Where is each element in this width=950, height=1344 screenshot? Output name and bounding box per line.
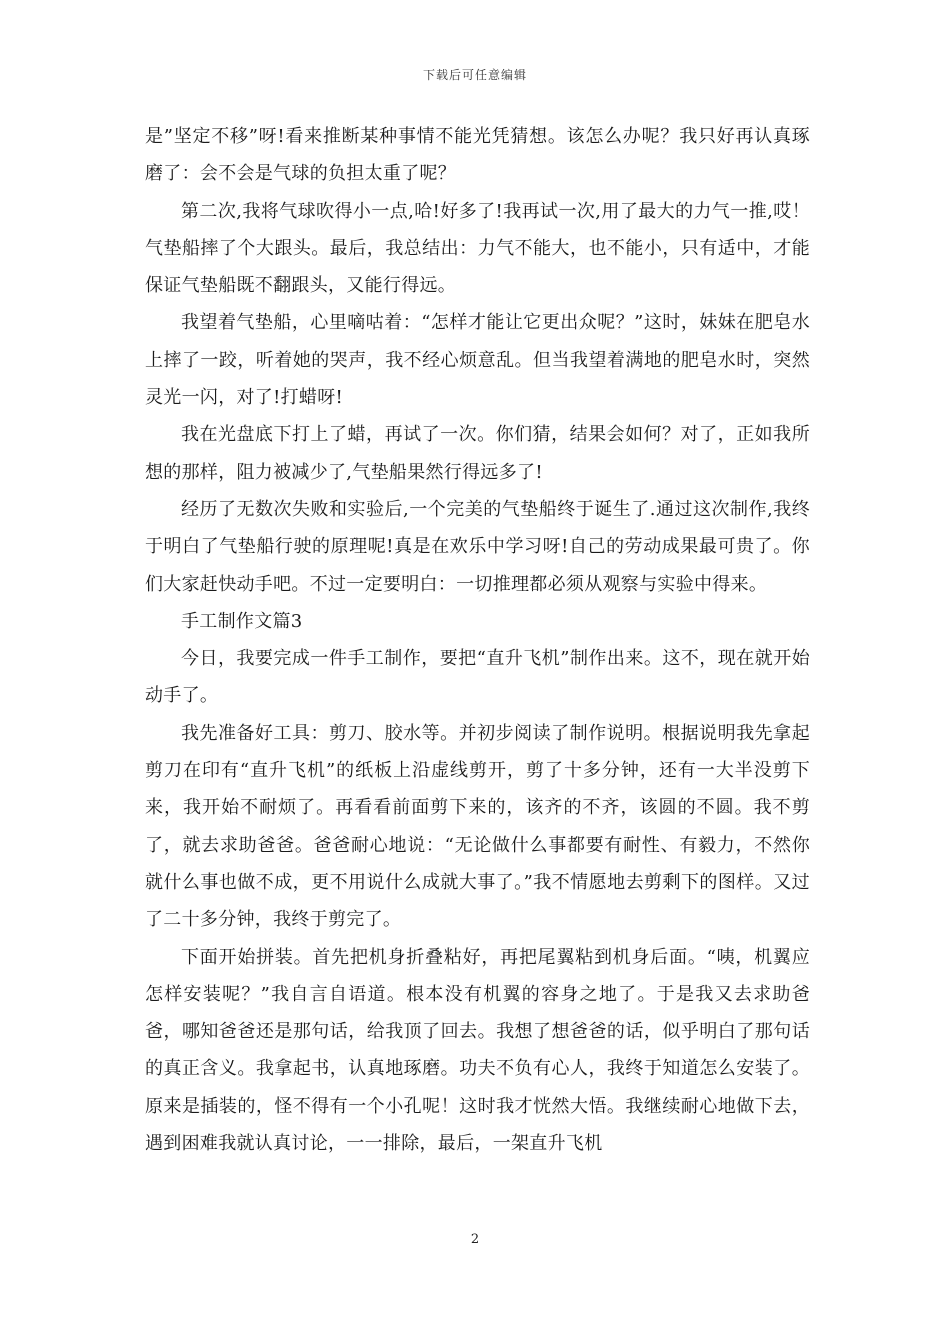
paragraph-continuation: 是”坚定不移”呀!看来推断某种事情不能光凭猜想。该怎么办呢？我只好再认真琢磨了：会不会是气球的负担太重了呢？ bbox=[145, 126, 810, 185]
paragraph-wax-test: 我在光盘底下打上了蜡，再试了一次。你们猜，结果会如何？对了，正如我所想的那样，阻力被减少了,气垫船果然行得远多了! bbox=[145, 424, 810, 483]
page-number: 2 bbox=[470, 1232, 480, 1247]
paragraph-intro: 今日，我要完成一件手工制作，要把“直升飞机”制作出来。这不，现在就开始动手了。 bbox=[145, 648, 810, 707]
paragraph-inspiration: 我望着气垫船，心里嘀咕着：“怎样才能让它更出众呢？”这时，妹妹在肥皂水上摔了一跤，听着她的哭声，我不经心烦意乱。但当我望着满地的肥皂水时，突然灵光一闪，对了!打蜡呀! bbox=[145, 312, 810, 409]
paragraph-second-attempt: 第二次,我将气球吹得小一点,哈!好多了!我再试一次,用了最大的力气一推,哎！气垫船摔了个大跟头。最后，我总结出：力气不能大，也不能小，只有适中，才能保证气垫船既不翻跟头，又能行得远。 bbox=[145, 200, 810, 297]
document-body bbox=[145, 118, 810, 1162]
section-heading: 手工制作文篇3 bbox=[181, 610, 303, 632]
paragraph-cutting: 我先准备好工具：剪刀、胶水等。并初步阅读了制作说明。根据说明我先拿起剪刀在印有“直升飞机”的纸板上沿虚线剪开，剪了十多分钟，还有一大半没剪下来，我开始不耐烦了。再看看前面剪下来的，该齐的不齐，该圆的不圆。我不剪了，就去求助爸爸。爸爸耐心地说：“无论做什么事都要有耐性、有毅力，不然你就什么事也做不成，更不用说什么成就大事了。”我不情愿地去剪剩下的图样。又过了二十多分钟，我终于剪完了。 bbox=[145, 722, 810, 931]
page-header: 下载后可任意编辑 bbox=[422, 68, 527, 82]
paragraph-assembly: 下面开始拼装。首先把机身折叠粘好，再把尾翼粘到机身后面。“咦，机翼应怎样安装呢？”我自言自语道。根本没有机翼的容身之地了。于是我又去求助爸爸，哪知爸爸还是那句话，给我顶了回去。我想了想爸爸的话，似乎明白了那句话的真正含义。我拿起书，认真地琢磨。功夫不负有心人，我终于知道怎么安装了。原来是插装的，怪不得有一个小孔呢！这时我才恍然大悟。我继续耐心地做下去，遇到困难我就认真讨论，一一排除，最后，一架直升飞机 bbox=[145, 946, 810, 1155]
paragraph-conclusion: 经历了无数次失败和实验后,一个完美的气垫船终于诞生了.通过这次制作,我终于明白了气垫船行驶的原理呢!真是在欢乐中学习呀!自己的劳动成果最可贵了。你们大家赶快动手吧。不过一定要明白：一切推理都必须从观察与实验中得来。 bbox=[145, 498, 810, 595]
